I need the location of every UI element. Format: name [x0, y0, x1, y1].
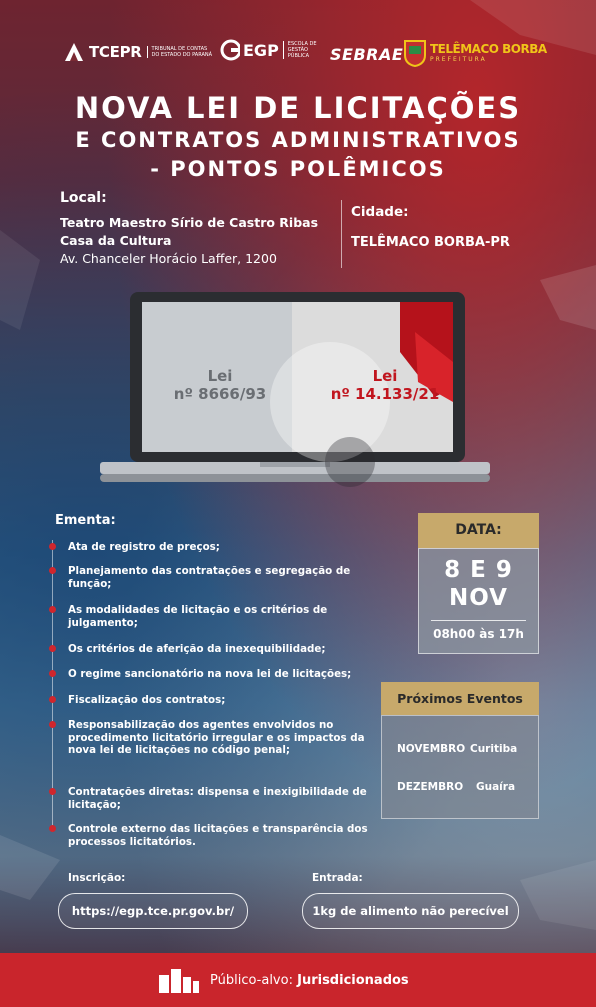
telemaco-borba-logo: [403, 37, 547, 67]
new-law-label: [320, 367, 450, 403]
egp-subtitle: ESCOLA DE GESTÃO PÚBLICA: [283, 41, 328, 59]
date-header: DATA:: [418, 513, 539, 548]
sebrae-name: SEBRAE: [330, 45, 404, 64]
tce-logo: [63, 41, 214, 63]
ementa-title: Ementa:: [55, 513, 116, 528]
ementa-item: Ata de registro de preços;: [68, 541, 220, 553]
ementa-bullet: [49, 543, 56, 550]
ementa-item: O regime sancionatório na nova lei de licitações;: [68, 668, 352, 680]
venue-subname: Casa da Cultura: [60, 233, 172, 248]
old-law-number: nº 8666/93: [173, 385, 267, 403]
ementa-item: Os critérios de aferição da inexequibilidade;: [68, 643, 326, 655]
next-event-1-city: Curitiba: [470, 743, 518, 755]
cidade-label: Cidade:: [351, 204, 409, 220]
laptop-illustration: [100, 292, 490, 492]
ementa-item: Planejamento das contratações e segregação de função;: [68, 565, 351, 590]
ementa-bullet: [49, 788, 56, 795]
ementa-bullet: [49, 606, 56, 613]
ementa-bullet: [49, 721, 56, 728]
ementa-item: Responsabilização dos agentes envolvidos no procedimento licitatório irregular e os impactos da nova lei de licitações no código penal;: [68, 719, 365, 756]
venue-name: Teatro Maestro Sírio de Castro Ribas: [60, 215, 319, 230]
local-label: Local:: [60, 190, 107, 206]
ementa-bullet: [49, 567, 56, 574]
next-events-box: [381, 715, 539, 819]
ementa-item: Fiscalização dos contratos;: [68, 694, 226, 706]
egp-name: EGP: [243, 40, 279, 60]
next-event-2-city: Guaíra: [476, 781, 516, 793]
next-event-1-month: NOVEMBRO: [397, 743, 466, 755]
date-box: [418, 548, 539, 654]
egp-logo: [220, 39, 328, 61]
event-title: [0, 90, 596, 184]
ementa-item: Contratações diretas: dispensa e inexigibilidade de licitação;: [68, 786, 367, 811]
ementa-bullet: [49, 645, 56, 652]
next-event-2-month: DEZEMBRO: [397, 781, 464, 793]
title-line-3: - PONTOS POLÊMICOS: [150, 157, 446, 181]
new-law-line-1: Lei: [372, 367, 398, 385]
footer-bar: [0, 953, 596, 1007]
tce-mark-icon: [63, 41, 85, 63]
date-month: NOV: [449, 585, 508, 611]
old-law-line-1: Lei: [207, 367, 233, 385]
ementa-item: Controle externo das licitações e transparência dos processos licitatórios.: [68, 823, 368, 848]
ementa-bullet: [49, 825, 56, 832]
entrada-label: Entrada:: [312, 872, 363, 884]
venue-address: Av. Chanceler Horácio Laffer, 1200: [60, 251, 277, 266]
city-name: TELÊMACO BORBA-PR: [351, 235, 510, 250]
date-days: 8 E 9: [444, 557, 513, 583]
telemaco-borba-name: TELÊMACO BORBA: [430, 41, 547, 56]
target-audience-value: Jurisdicionados: [297, 973, 409, 988]
old-law-label: [160, 367, 280, 403]
ementa-bullet: [49, 696, 56, 703]
date-divider: [431, 620, 526, 621]
prefeitura-label: PREFEITURA: [430, 55, 487, 63]
location-divider: [341, 200, 342, 268]
new-law-number: nº 14.133/21: [330, 385, 440, 403]
next-events-header: Próximos Eventos: [381, 682, 539, 715]
sebrae-logo: [330, 45, 403, 64]
title-line-2: E CONTRATOS ADMINISTRATIVOS: [75, 128, 521, 152]
entry-requirement: 1kg de alimento não perecível: [302, 893, 519, 929]
egp-mark-icon: [220, 39, 240, 61]
event-time: 08h00 às 17h: [433, 627, 524, 641]
title-line-1: NOVA LEI DE LICITAÇÕES: [74, 91, 522, 125]
city-crest-icon: [403, 37, 427, 67]
ementa-bullet: [49, 670, 56, 677]
inscricao-label: Inscrição:: [68, 872, 126, 884]
partner-logos: [0, 35, 596, 75]
tce-name: TCEPR: [89, 43, 142, 61]
tce-subtitle: TRIBUNAL DE CONTAS DO ESTADO DO PARANÁ: [147, 46, 214, 58]
registration-link[interactable]: https://egp.tce.pr.gov.br/: [58, 893, 248, 929]
target-audience: [210, 973, 409, 988]
building-icon: [157, 967, 201, 993]
ementa-item: As modalidades de licitação e os critérios de julgamento;: [68, 604, 328, 629]
target-audience-label: Público-alvo:: [210, 973, 293, 988]
